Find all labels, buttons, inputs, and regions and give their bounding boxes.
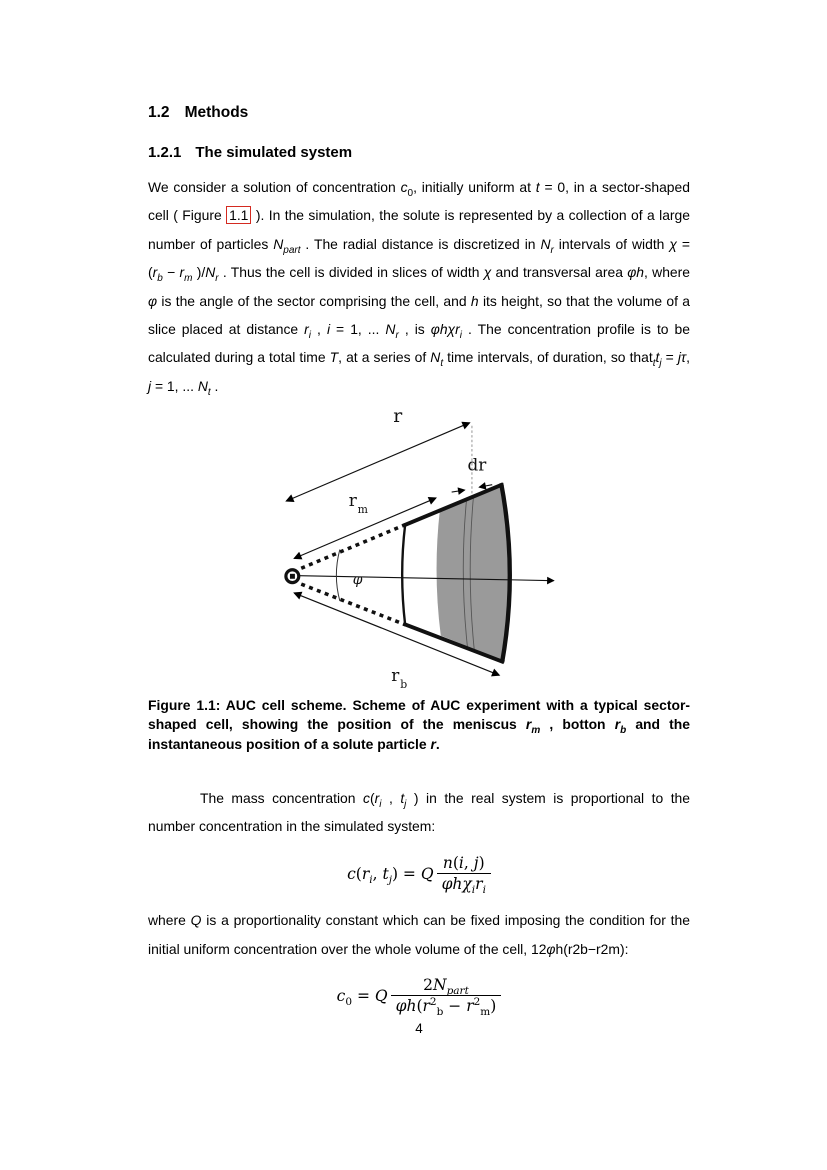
- subsection-heading: [148, 144, 690, 161]
- text-run: ). In the simulation, the solute is represented by a collection of a large number of particles: [148, 207, 690, 252]
- text-run: j: [473, 854, 479, 873]
- text-run: N: [430, 349, 441, 366]
- rm-label-sub: m: [357, 503, 368, 517]
- r-dimension-arrow: [286, 423, 469, 501]
- text-run: time intervals, of duration, so that: [443, 349, 653, 366]
- rb-label-sub: b: [400, 678, 408, 691]
- rm-label: r: [348, 490, 357, 511]
- text-run: r: [422, 997, 430, 1016]
- text-run: , initially uniform at: [413, 179, 536, 195]
- text-run: )/: [192, 264, 206, 281]
- text-run: r: [466, 997, 474, 1016]
- text-run: h: [470, 292, 479, 309]
- phi-label: φ: [352, 572, 363, 589]
- text-run: =: [661, 349, 678, 366]
- text-run: ,: [463, 854, 474, 873]
- text-run: (: [452, 854, 459, 873]
- text-run: b: [436, 1006, 444, 1019]
- text-run: i: [459, 329, 462, 341]
- text-run: m: [184, 273, 193, 284]
- text-run: φh: [395, 997, 417, 1016]
- text-run: = 1, ...: [151, 377, 198, 394]
- text-run: 0: [407, 187, 414, 199]
- text-run: c: [336, 986, 346, 1005]
- paragraph-mass-concentration: [148, 784, 690, 841]
- text-run: χ: [483, 264, 492, 281]
- text-run: N: [385, 321, 396, 338]
- text-run: φ: [546, 940, 556, 957]
- text-run: −: [162, 264, 180, 281]
- text-run: r: [430, 735, 436, 752]
- text-run: . Thus the cell is divided in slices of width: [218, 264, 484, 281]
- text-run: −: [443, 997, 467, 1016]
- text-run: j: [659, 358, 662, 370]
- text-run: i: [379, 798, 382, 810]
- text-run: i: [326, 321, 331, 338]
- text-run: 2: [423, 976, 433, 995]
- text-run: Q: [190, 912, 202, 929]
- text-run: h(r2b−r2m):: [555, 940, 629, 957]
- figure-caption: [148, 696, 690, 754]
- text-run: N: [540, 235, 551, 252]
- text-run: i: [458, 854, 464, 873]
- text-run: r: [525, 716, 532, 733]
- text-run: r: [614, 716, 621, 733]
- text-run: =: [352, 986, 375, 1005]
- equation-lhs: [336, 986, 388, 1008]
- text-run: j: [388, 873, 392, 886]
- dr-arrow-right: [479, 485, 492, 487]
- text-run: t: [207, 386, 211, 398]
- text-run: φhχr: [430, 321, 460, 338]
- text-run: i: [471, 884, 476, 897]
- text-run: r: [395, 329, 399, 341]
- text-run: = 0, in a sector-shaped cell ( Figure: [148, 179, 690, 224]
- text-run: t: [655, 349, 660, 366]
- equation-denominator: [391, 995, 502, 1019]
- text-run: r: [361, 864, 370, 883]
- text-run: r: [152, 264, 158, 281]
- dr-arrow-left: [452, 490, 465, 492]
- text-run: N: [197, 377, 208, 394]
- r-label: r: [393, 406, 403, 428]
- paragraph-proportionality: [148, 906, 690, 963]
- text-run: (: [355, 864, 362, 883]
- text-run: N: [433, 976, 447, 995]
- section-number: 1.2: [148, 104, 170, 121]
- equation-fraction: [437, 854, 491, 897]
- paragraph-simulated-system: [148, 173, 690, 400]
- text-run: , where: [644, 264, 690, 281]
- text-run: N: [205, 264, 216, 281]
- text-run: (: [416, 997, 423, 1016]
- text-run: We consider a solution of concentration: [148, 179, 401, 195]
- text-run: = (: [148, 235, 690, 281]
- text-run: φhχ: [441, 875, 472, 894]
- text-run: r: [550, 244, 554, 256]
- text-run: ,: [372, 864, 383, 883]
- text-run: i: [308, 329, 312, 341]
- angle-arc: [336, 550, 339, 601]
- text-run: r: [374, 789, 380, 806]
- text-run: t: [440, 358, 444, 370]
- text-run: t: [652, 358, 656, 370]
- text-run: part: [446, 985, 469, 998]
- equation-denominator: [437, 873, 491, 897]
- text-run: Q: [420, 864, 434, 883]
- text-run: n: [442, 854, 453, 873]
- text-run: i: [482, 884, 486, 897]
- auc-cell-diagram: [259, 405, 579, 690]
- page-number: 4: [415, 1021, 423, 1037]
- text-run: = 1, ...: [330, 321, 386, 338]
- rb-label: r: [391, 665, 400, 686]
- equation-lhs: [347, 864, 434, 886]
- text-run: ): [478, 854, 485, 873]
- text-run: , at a series of: [338, 349, 431, 366]
- text-run: c: [347, 864, 356, 883]
- text-run: Figure 1.1: AUC cell scheme. Scheme of AUC experiment with a typical sector-shaped cell, showing the position of the meniscus: [148, 697, 690, 733]
- text-run: m: [480, 1006, 491, 1019]
- text-run: ,: [311, 321, 327, 338]
- text-run: . The concentration profile is to be calculated during a total time: [148, 321, 691, 366]
- section-title: Methods: [184, 104, 249, 121]
- text-run: ,: [381, 789, 401, 806]
- text-run: r: [215, 273, 219, 284]
- text-run: t: [382, 864, 389, 883]
- text-run: N: [273, 235, 284, 252]
- figure-1-1: [148, 405, 690, 690]
- subsection-title: The simulated system: [195, 144, 353, 161]
- equation-numerator: [391, 976, 502, 998]
- text-run: χ: [669, 235, 677, 252]
- text-run: 0: [345, 995, 353, 1008]
- text-run: its height, so that the volume of a slice placed at distance: [148, 292, 690, 338]
- text-run: ,: [686, 349, 690, 366]
- sector-edge-upper-dashed: [301, 525, 405, 569]
- text-run: m: [531, 725, 541, 737]
- text-run: jτ: [677, 349, 687, 366]
- sector-edge-lower-dashed: [301, 584, 405, 625]
- text-run: intervals of width: [553, 235, 670, 252]
- text-run: i: [369, 873, 373, 886]
- text-run: is the angle of the sector comprising the cell, and: [157, 292, 471, 309]
- text-run: φh: [627, 264, 645, 281]
- text-run: ) =: [391, 864, 421, 883]
- text-run: t: [400, 789, 405, 806]
- text-run: j: [404, 798, 407, 810]
- text-run: j: [148, 377, 152, 394]
- subsection-number: 1.2.1: [148, 144, 182, 161]
- text-run: ): [490, 997, 497, 1016]
- meniscus-wall: [402, 525, 405, 625]
- dr-label: dr: [467, 454, 487, 475]
- radial-axis-arrow: [299, 576, 553, 581]
- text-run: c: [363, 789, 370, 806]
- rotor-center-dot: [290, 574, 295, 579]
- text-run: .: [210, 377, 219, 394]
- equation-concentration: [148, 854, 690, 897]
- text-run: part: [283, 244, 301, 256]
- text-column: [148, 104, 690, 1036]
- equation-initial-concentration: [148, 976, 690, 1019]
- text-run: .: [435, 735, 440, 752]
- text-run: b: [620, 725, 627, 737]
- text-run: is a proportionality constant which can be fixed imposing the condition for the initial uniform concentration over the whole volume of the cell, 12: [148, 912, 690, 957]
- text-run: , botton: [540, 716, 615, 733]
- text-run: 2: [473, 996, 481, 1009]
- text-run: r: [475, 875, 483, 894]
- text-run: . The radial distance is discretized in: [300, 235, 541, 252]
- text-run: Q: [374, 986, 388, 1005]
- text-run: r: [179, 264, 185, 281]
- text-run: 2: [429, 996, 437, 1009]
- text-run: and the instantaneous position of a solute particle: [148, 716, 690, 752]
- equation-fraction: [391, 976, 502, 1019]
- section-heading: [148, 104, 690, 122]
- text-run: , is: [398, 321, 431, 338]
- text-run: (: [369, 789, 375, 806]
- equation-numerator: [437, 854, 491, 873]
- figure-ref-link[interactable]: 1.1: [226, 206, 251, 224]
- text-run: φ: [148, 292, 158, 309]
- text-run: where: [148, 912, 191, 929]
- text-run: and transversal area: [491, 264, 628, 281]
- text-run: ) in the real system is proportional to the number concentration in the simulated system:: [148, 789, 691, 835]
- text-run: The mass concentration: [200, 789, 363, 806]
- text-run: T: [329, 349, 339, 366]
- text-run: b: [157, 273, 163, 284]
- text-run: r: [304, 321, 309, 338]
- text-run: c: [400, 179, 408, 195]
- text-run: t: [535, 179, 540, 195]
